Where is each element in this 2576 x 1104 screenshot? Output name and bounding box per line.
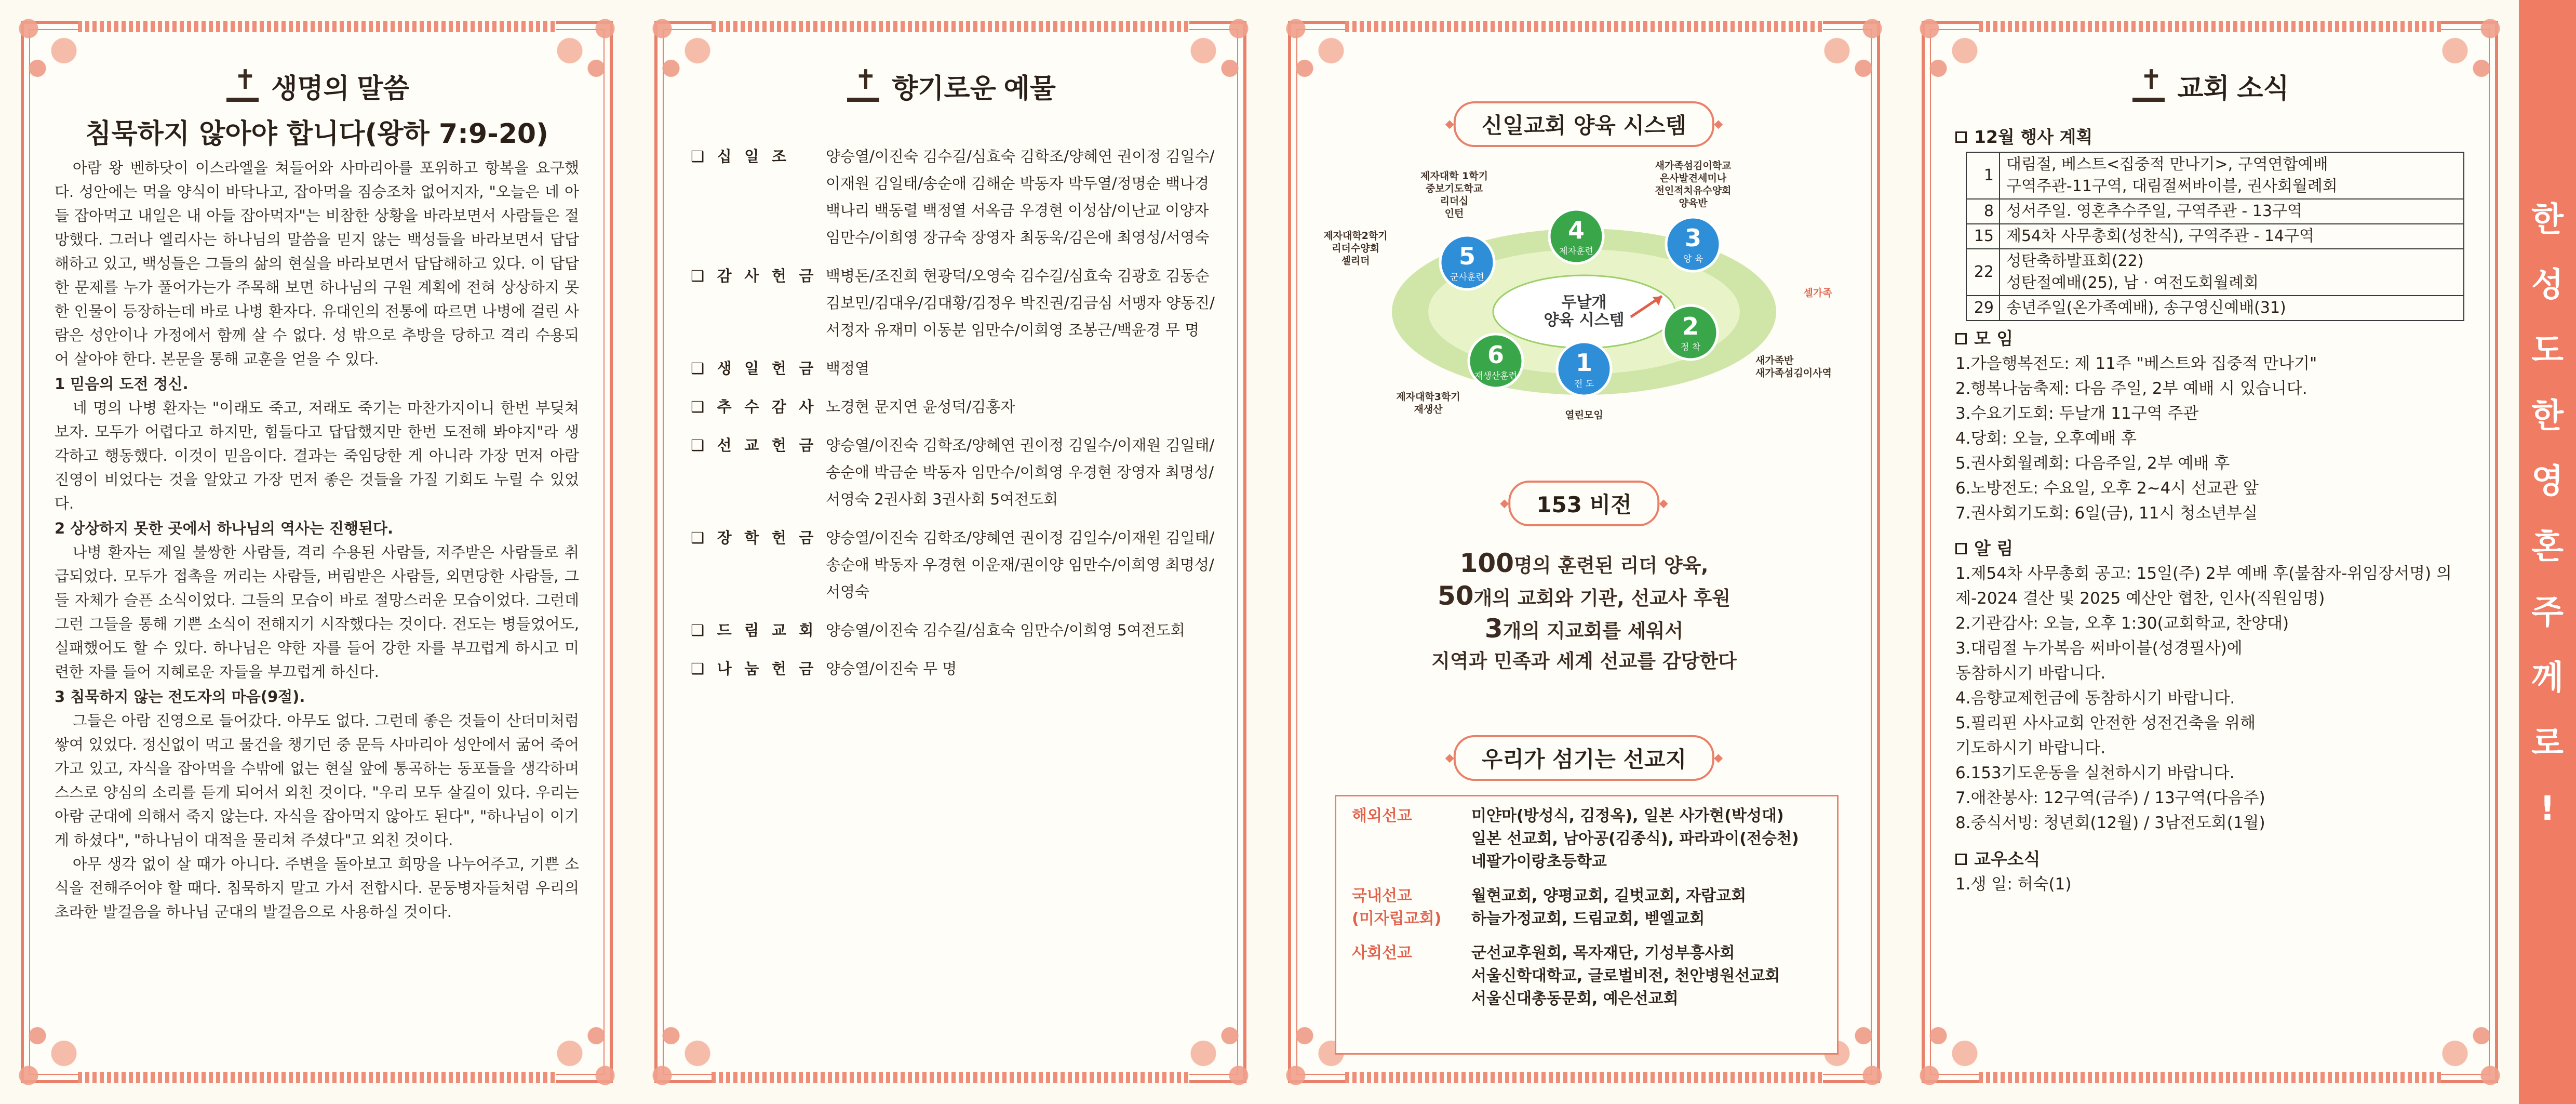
meeting-item: 7.권사회기도회: 6일(금), 11시 청소년부실	[1955, 504, 2258, 523]
offering-row	[691, 355, 1220, 382]
side-banner	[2519, 0, 2576, 1104]
decor-band	[712, 21, 1189, 32]
mission-item: 네팔가이랑초등학교	[1471, 853, 1607, 871]
mission-item: 일본 선교회, 남아공(김종식), 파라과이(전승천)	[1471, 830, 1799, 848]
vision-number: 3	[1484, 614, 1503, 644]
event-text: 제54차 사무총회(성찬식), 구역주관 - 14구역	[2000, 224, 2464, 249]
offering-label: ❑ 나 눔 헌 금	[691, 660, 817, 677]
mission-category: 국내선교 (미자립교회)	[1352, 887, 1442, 928]
event-day: 29	[1966, 296, 2000, 321]
members-list	[1955, 872, 2470, 897]
decor-band	[1345, 21, 1823, 32]
side-banner-char: 한	[2531, 397, 2564, 435]
offering-row	[691, 262, 1220, 343]
vision-title: ◆ 153 비전 ◆	[1508, 481, 1659, 526]
mission-row	[1336, 805, 1837, 873]
checkbox-square-icon	[1955, 131, 1967, 143]
events-heading: 12월 행사 계획	[1955, 125, 2470, 150]
corner-ornament	[1810, 2, 1899, 90]
step-note: 전인적치유수양회	[1655, 185, 1732, 196]
corner-ornament	[1903, 1014, 1991, 1102]
mission-category: 해외선교	[1352, 807, 1412, 825]
offering-names: 양승열/이진숙 김학조/양혜연 권이정 김일수/이재원 김일태/송순애 박동자 우경현 이운재/권이양 임만수/이희영 최명성/서영숙	[826, 529, 1215, 601]
news-content	[1955, 125, 2470, 897]
corner-ornament	[1269, 2, 1358, 90]
event-row	[1966, 199, 2464, 224]
event-row	[1966, 224, 2464, 249]
side-banner-char: !	[2540, 790, 2555, 828]
meeting-item: 3.수요기도회: 두날개 11구역 주관	[1955, 404, 2199, 423]
vision-phrase: 개의 지교회를 세워서	[1502, 620, 1684, 642]
offering-label: ❑ 드 림 교 회	[691, 621, 817, 639]
checkbox-square-icon	[1955, 854, 1967, 865]
step-number: 2	[1682, 312, 1699, 340]
notice-item: 7.애찬봉사: 12구역(금주) / 13구역(다음주)	[1955, 789, 2265, 807]
mission-item: 하늘가정교회, 드림교회, 벧엘교회	[1471, 910, 1705, 928]
sermon-body	[55, 156, 579, 924]
side-banner-char: 주	[2531, 593, 2564, 632]
mission-item: 월현교회, 양평교회, 길벗교회, 자람교회	[1471, 887, 1747, 905]
offering-label: ❑ 생 일 헌 금	[691, 360, 817, 377]
decor-band	[1979, 1072, 2441, 1083]
sermon-intro: 아람 왕 벤하닷이 이스라엘을 쳐들어와 사마리아를 포위하고 항복을 요구했다. 성안에는 먹을 양식이 바닥나고, 잡아먹을 짐승조차 없어지자, "오늘은 네 아들 잡아먹고 내일은 내 아들 잡아먹자"는 비참한 상황을 바라보면서 사람들은 절망했다. 그러나 엘리사는 하나님의 말씀을 믿지 않는 백성들을 바라보면서 답답해하고 있고, 백성들은 그들의 삶의 현실을 바라보면서 답답해하고 있다. 이 답답한 문제를 누가 풀어가는가 주목해 보면 하나님의 구원 계획에 전혀 상상하지 못한 인물이 등장하는데 바로 나병 환자다. 유대인의 전통에 따르면 나병에 걸린 사람은 성안이나 가정에서 함께 살 수 없다. 성 밖으로 추방을 당하고 격리 수용되어 살아야 한다. 본문을 통해 교훈을 얻을 수 있다.	[55, 159, 579, 368]
mission-box	[1335, 795, 1839, 1055]
step-name: 재생산훈련	[1474, 371, 1518, 381]
cross-icon	[845, 68, 881, 104]
meetings-heading: 모 임	[1955, 326, 2470, 351]
notice-item: 6.153기도운동을 실천하시기 바랍니다.	[1955, 764, 2235, 782]
offering-names: 백정열	[826, 360, 870, 377]
offering-names: 양승열/이진숙 김학조/양혜연 권이정 김일수/이재원 김일태/송순애 박금순 박동자 임만수/이희영 우경현 장영자 최명성/서영숙 2권사회 3권사회 5여전도회	[826, 436, 1215, 508]
panel-header	[634, 62, 1267, 109]
step-note: 새가족섬김이학교	[1655, 160, 1732, 171]
panel-church-news	[1901, 0, 2519, 1104]
step-number: 1	[1575, 349, 1593, 377]
side-banner-text	[2519, 187, 2576, 842]
step-note: 제자대학 1학기	[1420, 170, 1488, 182]
sermon-point-1: 1 믿음의 도전 정신.	[55, 375, 189, 393]
offering-row	[691, 432, 1220, 513]
offering-label: ❑ 장 학 헌 금	[691, 529, 817, 547]
sermon-para-2: 나병 환자는 제일 불쌍한 사람들, 격리 수용된 사람들, 저주받은 사람들로 취급되었다. 모두가 접촉을 꺼리는 사람들, 버림받은 사람들, 외면당한 사람들, 그들 자체가 슬픈 소식이었다. 그들의 모습이 바로 절망스러운 모습이었다. 그런데 그런 그들을 통해 기쁜 소식이 전해지기 시작했다는 것이다. 전도는 병들었어도, 실패했어도 할 수 있다. 하나님은 약한 자를 들어 강한 자를 부끄럽게 하시고 미련한 자를 들어 지혜로운 자들을 부끄럽게 하신다.	[55, 543, 579, 681]
event-row	[1966, 249, 2464, 296]
step-note: 양육반	[1679, 197, 1708, 209]
offering-names: 노경현 문지연 윤성덕/김홍자	[826, 398, 1015, 416]
notice-item: 4.음향교제헌금에 동참하시기 바랍니다.	[1955, 689, 2235, 708]
offering-label: ❑ 감 사 헌 금	[691, 267, 817, 285]
mission-items	[1471, 805, 1821, 873]
offering-row	[691, 655, 1220, 682]
event-day: 8	[1966, 199, 2000, 224]
vision-number: 50	[1437, 581, 1474, 611]
sermon-para-1: 네 명의 나병 환자는 "이래도 죽고, 저래도 죽기는 마찬가지이니 한번 부딪쳐 보자. 모두가 어렵다고 하지만, 힘들다고 답답했지만 한번 도전해 봐야지"라 생각하고 행동했다. 이것이 믿음이다. 결과는 죽임당한 게 아니라 가장 먼저 아람 진영이 비었다는 것을 알았고 가장 먼저 좋은 것들을 가질 기회도 누릴 수 있었다.	[55, 399, 579, 512]
vision-phrase: 개의 교회와 기관, 선교사 후원	[1473, 587, 1731, 609]
panel-title: 생명의 말씀	[271, 73, 409, 104]
mission-row	[1336, 885, 1837, 930]
side-banner-char: 께	[2531, 659, 2564, 697]
center-label: 두날개	[1561, 294, 1607, 312]
mission-items	[1471, 942, 1821, 1010]
notice-item: 2.기관감사: 오늘, 오후 1:30(교회학교, 찬양대)	[1955, 614, 2289, 633]
mission-item: 미얀마(방성식, 김정옥), 일본 사가현(박성대)	[1471, 807, 1784, 825]
mission-items	[1471, 885, 1821, 930]
step-note: 리더수양회	[1332, 243, 1379, 254]
corner-ornament	[543, 1014, 632, 1102]
event-text: 대림절, 베스트<집중적 만나기>, 구역연합예배 구역주관-11구역, 대림절써바이블, 권사회월례회	[2000, 152, 2464, 199]
cross-icon	[224, 68, 261, 104]
notices-list	[1955, 561, 2470, 835]
decor-band	[712, 1072, 1189, 1083]
side-banner-char: 영	[2531, 462, 2564, 501]
corner-ornament	[2429, 1014, 2517, 1102]
step-name: 전 도	[1574, 379, 1594, 389]
meeting-item: 6.노방전도: 수요일, 오후 2~4시 선교관 앞	[1955, 479, 2259, 498]
offering-names: 백병돈/조진희 현광덕/오영숙 김수길/심효숙 김광호 김동순 김보민/김대우/김대황/김정우 박진권/김금심 서맹자 양동진/서정자 유재미 이동분 임만수/이희영 조봉근/백윤경 무 명	[826, 267, 1215, 339]
vision-number: 100	[1459, 548, 1514, 578]
step-number: 4	[1567, 216, 1585, 244]
event-day: 15	[1966, 224, 2000, 249]
event-day: 22	[1966, 249, 2000, 296]
decor-band	[1345, 1072, 1823, 1083]
cell-family-label: 셀가족	[1803, 287, 1832, 299]
offering-names: 양승열/이진숙 김수길/심효숙 임만수/이희영 5여전도회	[826, 621, 1185, 639]
panel-offerings	[634, 0, 1267, 1104]
offering-names: 양승열/이진숙 무 명	[826, 660, 957, 677]
checkbox-square-icon	[1955, 333, 1967, 344]
step-note: 은사발견세미나	[1659, 172, 1727, 184]
notice-item: 1.제54차 사무총회 공고: 15일(주) 2부 예배 후(불참자-위임장서명) 의제-2024 결산 및 2025 예산안 협찬, 인사(직원임명)	[1955, 564, 2452, 608]
step-note: 열린모임	[1565, 409, 1603, 421]
vision-phrase: 명의 훈련된 리더 양육,	[1513, 554, 1709, 577]
step-number: 6	[1487, 341, 1505, 369]
step-number: 3	[1684, 224, 1702, 252]
decor-band	[78, 21, 556, 32]
offering-label: ❑ 선 교 헌 금	[691, 436, 817, 454]
side-banner-char: 로	[2531, 724, 2564, 763]
sermon-point-3: 3 침묵하지 않는 전도자의 마음(9절).	[55, 688, 305, 706]
event-row	[1966, 152, 2464, 199]
step-note: 인턴	[1444, 208, 1464, 219]
sermon-point-2: 2 상상하지 못한 곳에서 하나님의 역사는 진행된다.	[55, 520, 394, 537]
panel-discipleship	[1267, 0, 1901, 1104]
vision-line	[1267, 614, 1901, 646]
step-number: 5	[1458, 242, 1476, 270]
vision-line	[1267, 581, 1901, 614]
panel-title: 교회 소식	[2177, 73, 2289, 104]
event-text: 성서주일. 영혼추수주일, 구역주관 - 13구역	[2000, 199, 2464, 224]
offering-row	[691, 143, 1220, 251]
panel-title: 향기로운 예물	[892, 73, 1056, 104]
panel-header	[1901, 62, 2519, 109]
notice-item: 8.중식서빙: 청년회(12월) / 3남전도회(1월)	[1955, 814, 2265, 832]
meetings-list	[1955, 351, 2470, 526]
step-note: 재생산	[1414, 404, 1443, 415]
mission-item: 서울신대총동문회, 예은선교회	[1471, 990, 1679, 1008]
step-note: 새가족반	[1755, 355, 1794, 366]
meeting-item: 5.권사회월례회: 다음주일, 2부 예배 후	[1955, 454, 2230, 473]
panel-word-of-life	[0, 0, 634, 1104]
mission-item: 서울신학대학교, 글로벌비전, 천안병원선교회	[1471, 967, 1780, 985]
step-name: 군사훈련	[1450, 272, 1484, 283]
side-banner-char: 한	[2531, 201, 2564, 239]
system-title: ◆ 신일교회 양육 시스템 ◆	[1454, 101, 1714, 147]
step-note: 중보기도학교	[1425, 183, 1483, 194]
step-note: 제자대학2학기	[1323, 230, 1388, 242]
step-note: 새가족섬김이사역	[1755, 367, 1832, 379]
offering-label: ❑ 추 수 감 사	[691, 398, 817, 416]
meeting-item: 1.가을행복전도: 제 11주 "베스트와 집중적 만나기"	[1955, 354, 2317, 373]
offering-names: 양승열/이진숙 김수길/심효숙 김학조/양혜연 권이정 김일수/이재원 김일태/송순애 김해순 박동자 박두열/정명순 백나경 백나리 백동렬 백정열 서옥금 우경현 이성삼/이난교 이양자 임만수/이희영 장규숙 장영자 최동욱/김은애 최영성/서영숙	[826, 148, 1215, 246]
side-banner-char: 도	[2531, 331, 2564, 370]
cross-icon	[2130, 68, 2167, 104]
offering-row	[691, 393, 1220, 420]
side-banner-char: 성	[2531, 266, 2564, 304]
vision-line	[1267, 548, 1901, 581]
sermon-para-3: 그들은 아람 진영으로 들어갔다. 아무도 없다. 그런데 좋은 것들이 산더미처럼 쌓여 있었다. 정신없이 먹고 물건을 챙기던 중 문득 사마리아 성안에서 굶어 죽어가고 있고, 자식을 잡아먹을 수밖에 없는 현실 앞에 통곡하는 동포들을 생각하며 스스로 양심의 소리를 듣게 되어서 외친 것이다. "우리 모두 살길이 있다. 우리는 아람 군대에 의해서 죽지 않는다. 자식을 잡아먹지 않아도 된다", "하나님이 이기게 하셨다", "하나님이 대적을 물리쳐 주셨다"고 외친 것이다.	[55, 712, 579, 849]
vision-phrase: 지역과 민족과 세계 선교를 감당한다	[1431, 650, 1737, 672]
checkbox-square-icon	[1955, 543, 1967, 554]
step-note: 리더십	[1440, 195, 1469, 207]
offering-label: ❑ 십 일 조	[691, 148, 790, 165]
corner-ornament	[2, 1014, 90, 1102]
corner-ornament	[1177, 1014, 1265, 1102]
decor-band	[1979, 21, 2441, 32]
panel-header	[0, 62, 634, 109]
notice-item: 3.대림절 누가복음 써바이블(성경필사)에 동참하시기 바랍니다.	[1955, 639, 2243, 683]
mission-category: 사회선교	[1352, 944, 1412, 962]
member-item: 1.생 일: 허숙(1)	[1955, 875, 2072, 894]
mission-row	[1336, 942, 1837, 1010]
events-table	[1966, 152, 2464, 321]
offering-row	[691, 617, 1220, 644]
offering-list	[691, 143, 1220, 694]
side-banner-char: 혼	[2531, 528, 2564, 566]
meeting-item: 2.행복나눔축제: 다음 주일, 2부 예배 시 있습니다.	[1955, 379, 2307, 398]
notice-item: 5.필리핀 사사교회 안전한 성전건축을 위해 기도하시기 바랍니다.	[1955, 714, 2256, 757]
event-day: 1	[1966, 152, 2000, 199]
step-note: 제자대학3학기	[1396, 391, 1460, 403]
meeting-item: 4.당회: 오늘, 오후예배 후	[1955, 429, 2137, 448]
step-name: 정 착	[1680, 342, 1701, 353]
discipleship-cycle-diagram	[1298, 156, 1870, 447]
step-note: 셀리더	[1341, 255, 1370, 267]
step-name: 제자훈련	[1559, 246, 1593, 257]
sermon-title: 침묵하지 않아야 합니다(왕하 7:9-20)	[85, 118, 548, 150]
offering-row	[691, 524, 1220, 605]
decor-band	[78, 1072, 556, 1083]
vision-text	[1267, 548, 1901, 676]
notices-heading: 알 림	[1955, 536, 2470, 561]
corner-ornament	[636, 1014, 724, 1102]
mission-item: 군선교후원회, 목자재단, 기성부흥사회	[1471, 944, 1735, 962]
event-text: 송년주일(온가족예배), 송구영신예배(31)	[2000, 296, 2464, 321]
step-name: 양 육	[1683, 254, 1703, 264]
event-text: 성탄축하발표회(22) 성탄절예배(25), 남 · 여전도회월례회	[2000, 249, 2464, 296]
sermon-para-4: 아무 생각 없이 살 때가 아니다. 주변을 돌아보고 희망을 나누어주고, 기쁜 소식을 전해주어야 할 때다. 침묵하지 말고 가서 전합시다. 문둥병자들처럼 우리의 초라한 발걸음을 하나님 군대의 발걸음으로 사용하실 것이다.	[55, 855, 579, 921]
event-row	[1966, 296, 2464, 321]
mission-title: ◆ 우리가 섬기는 선교지 ◆	[1454, 735, 1714, 781]
members-heading: 교우소식	[1955, 847, 2470, 872]
center-label: 양육 시스템	[1544, 311, 1625, 329]
vision-line	[1267, 646, 1901, 676]
